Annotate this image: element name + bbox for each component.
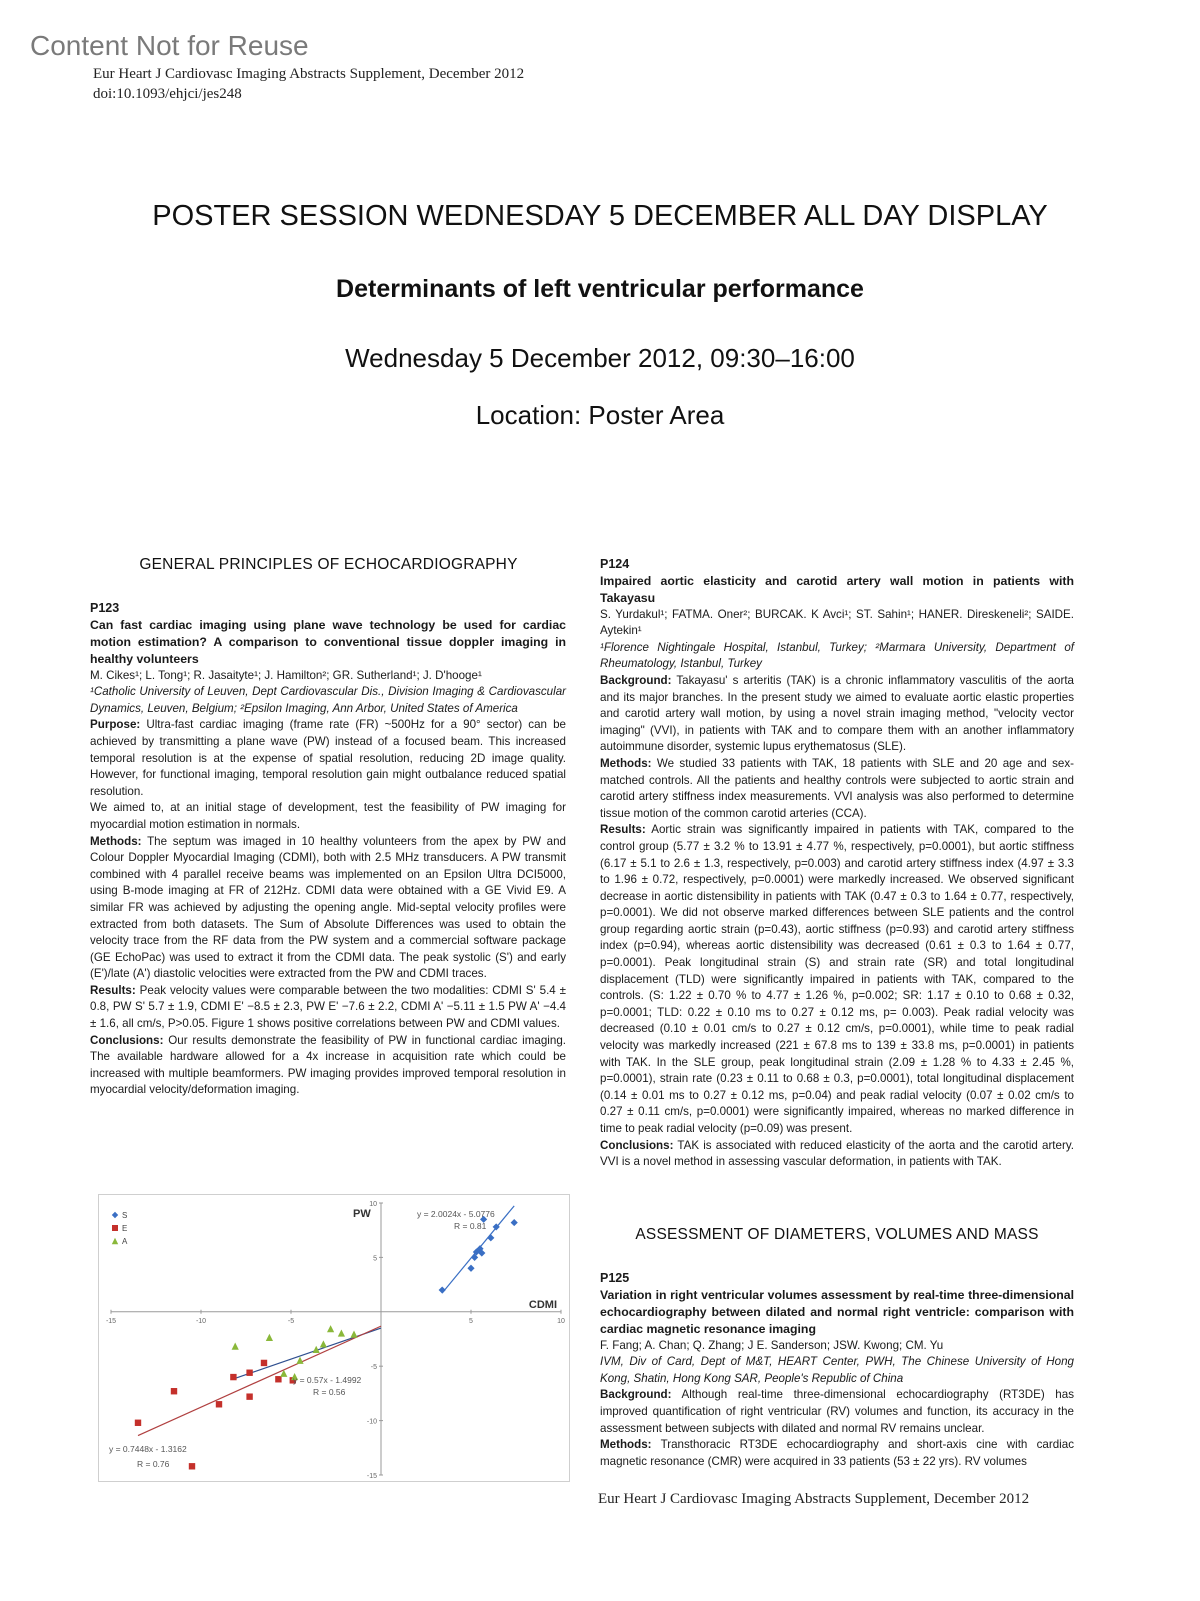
data-point-E — [275, 1376, 281, 1382]
data-point-E — [246, 1370, 252, 1376]
x-tick-label: -15 — [105, 1317, 117, 1325]
data-point-E — [135, 1420, 141, 1426]
data-point-A — [338, 1329, 345, 1336]
data-point-A — [327, 1325, 334, 1332]
abstract-id: P123 — [90, 601, 120, 615]
data-point-S — [471, 1254, 478, 1261]
abstract-methods — [90, 834, 566, 983]
legend-marker-A — [112, 1238, 118, 1244]
abstract-authors: F. Fang; A. Chan; Q. Zhang; J E. Sanderson; JSW. Kwong; CM. Yu — [600, 1338, 944, 1352]
data-point-E — [171, 1388, 177, 1394]
methods-text: We studied 33 patients with TAK, 18 patients with SLE and 20 age and sex-matched controls. All the patients and healthy controls were subjected to aortic strain and carotid artery stiffness index measurements. VVI analysis was also performed to determine tissue motion of the common carotid arteries (CCA). — [600, 756, 1074, 820]
abstract-p123 — [90, 600, 566, 1099]
results-text: Peak velocity values were comparable between the two modalities: CDMI S' 5.4 ± 0.8, PW S' 5.7 ± 1.9, CDMI E' −8.5 ± 2.3, PW E' −7.6 ± 2.2, CDMI A' −5.11 ± 1.5 PW A' −4.4 ± 1.6, all cm/s, P>0.05. Figure 1 shows positive correlations between PW and CDMI values. — [90, 983, 566, 1031]
background-text: Takayasu' s arteritis (TAK) is a chronic inflammatory vasculitis of the aorta and its major branches. In the present study we aimed to evaluate aortic elastic properties and carotid artery wall motion, by using a novel strain imaging method, "velocity vector imaging" (VVI), in patients with TAK and to compare them with an another inflammatory autoimmune disorder, systemic lupus erythematosus (SLE). — [600, 673, 1074, 754]
section-heading-general-principles: GENERAL PRINCIPLES OF ECHOCARDIOGRAPHY — [139, 556, 518, 573]
methods-label: Methods: — [90, 834, 142, 848]
data-point-E — [246, 1393, 252, 1399]
background-label: Background: — [600, 1388, 672, 1402]
figure-1-scatter-chart — [98, 1194, 570, 1482]
methods-text: The septum was imaged in 10 healthy volunteers from the apex by PW and Colour Doppler Myocardial Imaging (CDMI), both with 2.5 MHz transducers. A PW transmit combined with 4 parallel receive beams was implemented on an Epsilon Ultra DCI5000, using B-mode imaging at FR of 212Hz. CDMI data were obtained with a GE Vivid E9. A similar FR was achieved by adjusting the opening angle. Mid-septal velocity profiles were extracted from both datasets. The Sum of Absolute Differences was used to obtain the velocity trace from the RF data from the PW system and a commercial software package (GE EchoPac) was used to extract it from the CDMI data. The peak systolic (S') and early (E')/late (A') diastolic velocities were extracted from the PW and CDMI traces. — [90, 834, 566, 981]
journal-doi: doi:10.1093/ehjci/jes248 — [93, 86, 242, 102]
data-point-S — [511, 1219, 518, 1226]
abstract-results — [90, 983, 566, 1033]
abstract-purpose — [90, 717, 566, 800]
x-tick-label: -5 — [287, 1317, 295, 1325]
data-point-S — [487, 1234, 494, 1241]
abstract-p125 — [600, 1270, 1074, 1470]
fit-equation-A: y = 0.57x - 1.4992 — [293, 1375, 362, 1385]
conclusions-text: TAK is associated with reduced elasticity of the aorta and the carotid artery. VVI is a novel method in assessing vascular deformation, in patients with TAK. — [600, 1138, 1074, 1169]
results-label: Results: — [90, 983, 136, 997]
abstract-aim: We aimed to, at an initial stage of development, test the feasibility of PW imaging for myocardial motion estimation in normals. — [90, 801, 566, 831]
legend-label-E: E — [122, 1224, 128, 1233]
y-tick-label: -5 — [370, 1364, 377, 1372]
legend-label-S: S — [122, 1211, 128, 1220]
data-point-E — [261, 1360, 267, 1366]
fit-r-value-A: R = 0.56 — [313, 1387, 346, 1397]
abstract-background — [600, 1387, 1074, 1437]
abstract-conclusions — [90, 1033, 566, 1099]
x-tick-label: 5 — [469, 1317, 473, 1325]
chart-svg — [99, 1195, 569, 1481]
abstract-methods — [600, 756, 1074, 822]
fit-equation-E: y = 0.7448x - 1.3162 — [109, 1444, 187, 1454]
methods-label: Methods: — [600, 1438, 652, 1452]
abstract-affiliations: ¹Catholic University of Leuven, Dept Cardiovascular Dis., Division Imaging & Cardiovascular Dynamics, Leuven, Belgium; ²Epsilon Imaging, Ann Arbor, United States of America — [90, 685, 566, 715]
abstract-affiliations: ¹Florence Nightingale Hospital, Istanbul, Turkey; ²Marmara University, Department of Rheumatology, Istanbul, Turkey — [600, 640, 1074, 671]
data-point-E — [216, 1401, 222, 1407]
abstract-affiliations: IVM, Div of Card, Dept of M&T, HEART Center, PWH, The Chinese University of Hong Kong, Shatin, Hong Kong SAR, People's Republic of China — [600, 1355, 1074, 1385]
data-point-A — [232, 1343, 239, 1350]
abstract-title: Impaired aortic elasticity and carotid artery wall motion in patients with Takayasu — [600, 573, 1074, 605]
abstract-authors: S. Yurdakul¹; FATMA. Oner²; BURCAK. K Avci¹; ST. Sahin¹; HANER. Direskeneli²; SAIDE. Aytekin¹ — [600, 607, 1074, 638]
section-heading-assessment: ASSESSMENT OF DIAMETERS, VOLUMES AND MASS — [635, 1226, 1039, 1243]
legend-marker-E — [112, 1225, 118, 1231]
abstract-conclusions — [600, 1138, 1074, 1171]
page-footer: Eur Heart J Cardiovasc Imaging Abstracts Supplement, December 2012 — [598, 1491, 1030, 1507]
data-point-S — [439, 1286, 446, 1293]
results-text: Aortic strain was significantly impaired in patients with TAK, compared to the control group (5.77 ± 3.2 % to 13.91 ± 4.77 %, respectively, p=0.0001), but aortic stiffness (6.17 ± 5.1 to 2.6 ± 1.3, respectively, p=0.003) and carotid artery stiffness index (4.97 ± 3.3 to 1.96 ± 0.72, respectively, p=0.0001) were markedly increased. We observed significant decrease in aortic distensibility in patients with TAK (0.47 ± 0.3 to 1.64 ± 0.77, respectively, p=0.0001). We did not observe marked differences between SLE patients and the control group regarding aortic strain (p=0.43), aortic stiffness (p=0.93) and carotid artery stiffness index (p=0.94), whereas aortic distensibility was decreased (0.61 ± 0.3 to 1.64 ± 0.77, p=0.0001). Peak longitudinal strain (S) and strain rate (SR) and total longitudinal displacement (TLD) were significantly impaired in patients with TAK, compared to the controls. (S: 1.22 ± 0.70 % to 4.77 ± 1.26 %, p=0.002; SR: 1.17 ± 0.10 to 0.68 ± 0.32, p=0.0001; TLD: 0.22 ± 0.10 ms to 0.27 ± 0.12 ms, p= 0.003). Peak radial velocity was decreased (0.10 ± 0.01 cm/s to 0.27 ± 0.12 cm/s, p=0.0001), while time to peak radial velocity was markedly increased (221 ± 67.8 ms to 139 ± 33.8 ms, p=0.0001) in patients with TAK. In the SLE group, peak longitudinal strain (2.09 ± 1.28 % to 4.33 ± 2.45 %, p=0.0001), strain rate (0.23 ± 0.11 to 0.68 ± 0.3, p=0.0001), total longitudinal displacement (0.14 ± 0.01 ms to 0.27 ± 0.12 ms, p=0.04) and peak radial velocity (0.07 ± 0.02 cm/s to 0.27 ± 0.11 cm/s, p=0.0001) were significantly impaired, whereas no marked difference in time to peak radial velocity (p=0.09) was present. — [600, 823, 1074, 1135]
background-text: Although real-time three-dimensional echocardiography (RT3DE) has improved quantification of right ventricular (RV) volumes and function, its accuracy in the assessment between subjects with dilated and normal RV remains unclear. — [600, 1388, 1074, 1435]
abstract-authors: M. Cikes¹; L. Tong¹; R. Jasaityte¹; J. Hamilton²; GR. Sutherland¹; J. D'hooge¹ — [90, 668, 482, 682]
x-axis-title: CDMI — [528, 1298, 557, 1311]
background-label: Background: — [600, 673, 672, 687]
data-point-S — [467, 1265, 474, 1272]
y-axis-title: PW — [353, 1208, 371, 1220]
conclusions-text: Our results demonstrate the feasibility of PW in functional cardiac imaging. The available hardware allowed for a 4x increase in acquisition rate which could be increased with multiple beamformers. PW imaging provides improved temporal resolution in myocardial velocity/deformation imaging. — [90, 1033, 566, 1097]
data-point-E — [230, 1374, 236, 1380]
methods-text: Transthoracic RT3DE echocardiography and short-axis cine with cardiac magnetic resonance (CMR) were acquired in 33 patients (53 ± 22 yrs). RV volumes — [600, 1438, 1074, 1468]
abstract-title: Can fast cardiac imaging using plane wave technology be used for cardiac motion estimation? A comparison to conventional tissue doppler imaging in healthy volunteers — [90, 617, 566, 666]
watermark: Content Not for Reuse — [30, 30, 309, 61]
session-subtitle: Determinants of left ventricular performance — [336, 275, 864, 303]
legend-label-A: A — [122, 1237, 128, 1246]
data-point-A — [320, 1340, 327, 1347]
fit-r-value-S: R = 0.81 — [454, 1221, 487, 1231]
abstract-id: P124 — [600, 557, 630, 571]
abstract-methods — [600, 1437, 1074, 1470]
abstract-id: P125 — [600, 1271, 630, 1285]
abstract-background — [600, 673, 1074, 756]
legend-marker-S — [112, 1212, 118, 1218]
data-point-A — [350, 1331, 357, 1338]
session-heading: POSTER SESSION WEDNESDAY 5 DECEMBER ALL DAY DISPLAY — [152, 200, 1048, 232]
session-location: Location: Poster Area — [475, 400, 725, 430]
y-tick-label: 10 — [369, 1201, 377, 1208]
y-tick-label: -10 — [366, 1418, 377, 1426]
abstract-results — [600, 822, 1074, 1137]
fit-equation-S: y = 2.0024x - 5.0776 — [417, 1209, 495, 1219]
data-point-E — [189, 1463, 195, 1469]
y-tick-label: 5 — [373, 1255, 377, 1263]
conclusions-label: Conclusions: — [90, 1033, 164, 1047]
journal-citation: Eur Heart J Cardiovasc Imaging Abstracts Supplement, December 2012 — [93, 66, 525, 82]
abstract-title: Variation in right ventricular volumes assessment by real-time three-dimensional echocardiography between dilated and normal right ventricle: comparison with cardiac magnetic resonance imaging — [600, 1287, 1074, 1336]
data-point-A — [296, 1357, 303, 1364]
fit-r-value-E: R = 0.76 — [137, 1459, 170, 1469]
abstract-p124 — [600, 556, 1074, 1171]
data-point-A — [266, 1334, 273, 1341]
results-label: Results: — [600, 823, 646, 837]
x-tick-label: 10 — [557, 1317, 565, 1325]
session-date: Wednesday 5 December 2012, 09:30–16:00 — [345, 343, 855, 373]
conclusions-label: Conclusions: — [600, 1138, 674, 1152]
purpose-text: Ultra-fast cardiac imaging (frame rate (FR) ~500Hz for a 90° sector) can be achieved by transmitting a plane wave (PW) instead of a focused beam. This increased temporal resolution is at the expense of spatial resolution, reducing 2D image quality. However, for functional imaging, temporal resolution gain might outbalance reduced spatial resolution. — [90, 718, 566, 798]
x-tick-label: -10 — [195, 1317, 207, 1325]
methods-label: Methods: — [600, 756, 652, 770]
y-tick-label: -15 — [366, 1473, 377, 1480]
purpose-label: Purpose: — [90, 718, 141, 732]
